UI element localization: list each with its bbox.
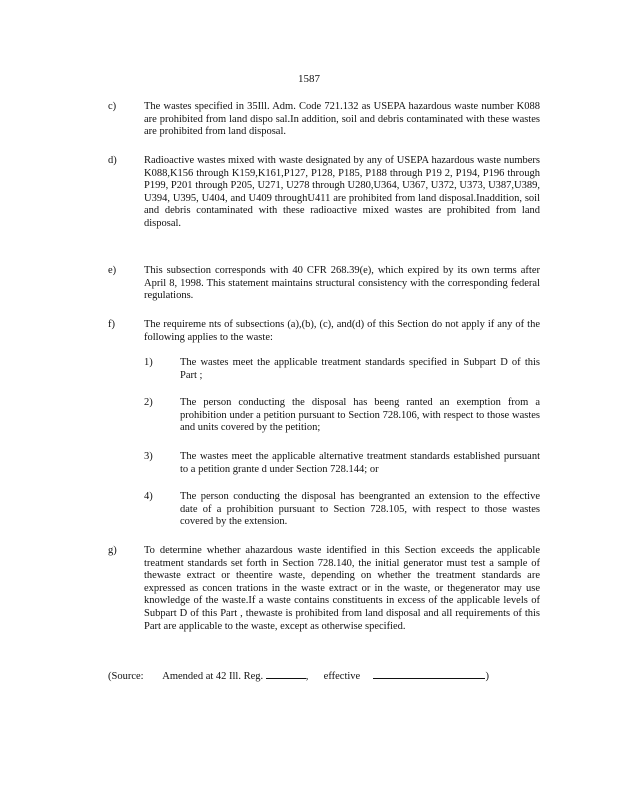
source-effective: effective: [323, 671, 361, 682]
subsection-label: f): [108, 319, 115, 330]
subsection-text: Radioactive wastes mixed with waste designated by any of USEPA hazardous waste numbers K088,K156 through K159,K161,P127, P128, P185, P188 through P19 2, P194, P196 through P199, P201 through P205, U271, U278 through U280,U364, U367, U372, U373, U387,U389, U394, U395, U404, and U409 throughU411 are prohibited from land disposal.Inaddition, soil and debris contaminated with these radioactive mixed wastes are prohibited from land disposal.: [144, 155, 540, 229]
effective-date-blank: [373, 669, 485, 679]
source-prefix: (Source:: [108, 671, 144, 682]
subitem-text: The wastes meet the applicable alternative treatment standards established pursuant to a petition grante d under Section 728.144; or: [180, 451, 540, 475]
subsection-label: c): [108, 101, 117, 112]
subitem-text: The person conducting the disposal has beengranted an extension to the effective date of a prohibition pursuant to Section 728.105, with respect to those wastes covered by the extension.: [180, 491, 540, 528]
source-amended: Amended at 42 Ill. Reg.: [162, 671, 264, 682]
subsection-text: The requireme nts of subsections (a),(b), (c), and(d) of this Section do not apply if any of the following applies to the waste:: [144, 319, 540, 343]
subsection-label: g): [108, 545, 117, 556]
subsection-text: The wastes specified in 35Ill. Adm. Code 721.132 as USEPA hazardous waste number K088 are prohibited from land dispo sal.In addition, soil and debris contaminated with these wastes are prohibited from land disposal.: [144, 101, 540, 138]
source-suffix: ): [485, 671, 489, 682]
subitem-text: The person conducting the disposal has beeng ranted an exemption from a prohibition under a petition pursuant to Section 728.106, with respect to those wastes and units covered by the petition;: [180, 397, 540, 434]
subitem-text: The wastes meet the applicable treatment standards specified in Subpart D of this Part ;: [180, 357, 540, 381]
page-number: 1587: [298, 73, 320, 85]
subsection-text: This subsection corresponds with 40 CFR 268.39(e), which expired by its own terms after April 8, 1998. This statement maintains structural consistency with the corresponding federal regulations.: [144, 265, 540, 302]
subitem-label: 1): [144, 357, 153, 368]
subsection-text: To determine whether ahazardous waste identified in this Section exceeds the applicable treatment standards set forth in Section 728.140, the initial generator must test a sample of thewaste extract or theentire waste, depending on whether the treatment standards are expressed as concen trations in the waste extract or in the waste, or thegenerator may use knowledge of the waste.If a waste contains constituents in excess of the applicable levels of Subpart D of this Part , thewaste is prohibited from land disposal and all requirements of this Part are applicable to the waste, except as otherwise specified.: [144, 545, 540, 632]
subsection-label: e): [108, 265, 117, 276]
subitem-label: 3): [144, 451, 153, 462]
register-blank: [266, 669, 306, 679]
source-note: (Source: Amended at 42 Ill. Reg. , effective ): [108, 671, 489, 682]
subsection-label: d): [108, 155, 117, 166]
subitem-label: 2): [144, 397, 153, 408]
subitem-label: 4): [144, 491, 153, 502]
